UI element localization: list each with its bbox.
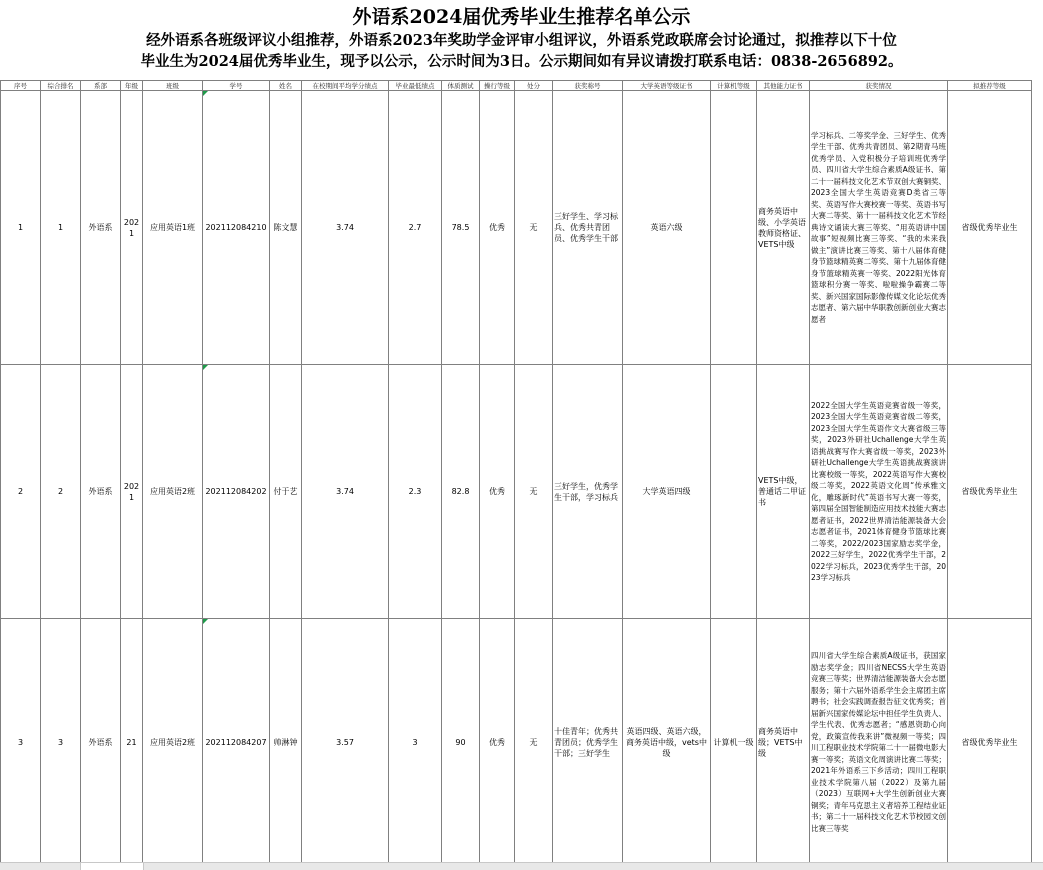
gpa-cell[interactable]: 3.74: [302, 91, 389, 365]
header-cell[interactable]: 学号: [203, 81, 270, 91]
conduct-cell[interactable]: 优秀: [480, 619, 515, 866]
header-cell[interactable]: 处分: [515, 81, 553, 91]
gpa-cell[interactable]: 3.74: [302, 365, 389, 619]
student-id-cell[interactable]: 202112084207: [203, 619, 270, 866]
student-id-cell[interactable]: 202112084202: [203, 365, 270, 619]
header-cell[interactable]: 序号: [1, 81, 41, 91]
table-row: [1, 619, 1032, 866]
awards-cell[interactable]: 四川省大学生综合素质A级证书，获国家励志奖学金；四川省NECSS大学生英语竞赛三等奖；世界清洁能源装备大会志愿服务；第十六届外语系学生会主席团主席聘书；社会实践调查报告征文优秀奖；首届新兴国家传媒论坛中担任学生负责人、学生代表、优秀志愿者；“感恩资助心向党，政策宣传我来讲”微视频一等奖；四川工程职业技术学院第二十一届微电影大赛一等奖；英语文化周演讲比赛二等奖；2021年外语系三下乡活动；四川工程职业技术学院第八届（2022）及第九届（2023）互联网+大学生创新创业大赛铜奖；青年马克思主义者培养工程结业证书；第二十一届科技文化艺术节校园文创比赛三等奖: [810, 619, 948, 866]
recommend-cell[interactable]: 省级优秀毕业生: [948, 91, 1032, 365]
page-title: 外语系2024届优秀毕业生推荐名单公示: [352, 6, 691, 28]
dept-cell[interactable]: 外语系: [81, 365, 121, 619]
recommendation-table: [0, 80, 1032, 866]
conduct-cell[interactable]: 优秀: [480, 365, 515, 619]
header-cell[interactable]: 年级: [121, 81, 143, 91]
header-cell[interactable]: 系部: [81, 81, 121, 91]
grade-cell[interactable]: 21: [121, 619, 143, 866]
class-cell[interactable]: 应用英语1班: [143, 91, 203, 365]
announcement-line-2: 毕业生为2024届优秀毕业生，现予以公示，公示时间为3日。公示期间如有异议请拨打联系电话：0838-2656892。: [140, 53, 903, 70]
dept-cell[interactable]: 外语系: [81, 91, 121, 365]
english-cert-cell[interactable]: 英语六级: [623, 91, 711, 365]
grade-cell[interactable]: 2021: [121, 365, 143, 619]
header-cell[interactable]: 获奖情况: [810, 81, 948, 91]
header-cell[interactable]: 毕业最低绩点: [389, 81, 442, 91]
computer-cell[interactable]: 计算机一级: [711, 619, 757, 866]
fitness-cell[interactable]: 78.5: [442, 91, 480, 365]
seq-cell[interactable]: 2: [1, 365, 41, 619]
english-cert-cell[interactable]: 英语四级、英语六级，商务英语中级，vets中级: [623, 619, 711, 866]
honors-cell[interactable]: 十佳青年；优秀共青团员；优秀学生干部；三好学生: [553, 619, 623, 866]
other-certs-cell[interactable]: 商务英语中级；VETS中级: [757, 619, 810, 866]
conduct-cell[interactable]: 优秀: [480, 91, 515, 365]
computer-cell[interactable]: [711, 91, 757, 365]
rank-cell[interactable]: 3: [41, 619, 81, 866]
other-certs-cell[interactable]: VETS中级，普通话二甲证书: [757, 365, 810, 619]
rank-cell[interactable]: 1: [41, 91, 81, 365]
class-cell[interactable]: 应用英语2班: [143, 619, 203, 866]
min-gpa-cell[interactable]: 3: [389, 619, 442, 866]
header-cell[interactable]: 其他能力证书: [757, 81, 810, 91]
awards-cell[interactable]: 学习标兵、二等奖学金、三好学生、优秀学生干部、优秀共青团员、第2期青马班优秀学员、入党积极分子培训班优秀学员、四川省大学生综合素质A级证书、第二十一届科技文化艺术节双创大赛铜奖、2023全国大学生英语竞赛D类省三等奖、英语写作大赛校赛一等奖、英语书写大赛二等奖、第十一届科技文化艺术节经典诗文诵读大赛三等奖、“用英语讲中国故事”短视频比赛三等奖、“我的未来我做主”演讲比赛三等奖、第十八届体育健身节篮球精英赛二等奖、第十九届体育健身节篮球精英赛一等奖、2022阳光体育篮球积分赛一等奖、啦啦操争霸赛二等奖、新兴国家国际影像传媒文化论坛优秀志愿者、第六届中华职教创新创业大赛志愿者: [810, 91, 948, 365]
class-cell[interactable]: 应用英语2班: [143, 365, 203, 619]
seq-cell[interactable]: 3: [1, 619, 41, 866]
min-gpa-cell[interactable]: 2.7: [389, 91, 442, 365]
header-cell[interactable]: 大学英语等级证书: [623, 81, 711, 91]
header-cell[interactable]: 拟推荐等级: [948, 81, 1032, 91]
discipline-cell[interactable]: 无: [515, 91, 553, 365]
name-cell[interactable]: 帅淋钟: [270, 619, 302, 866]
honors-cell[interactable]: 三好学生，优秀学生干部，学习标兵: [553, 365, 623, 619]
discipline-cell[interactable]: 无: [515, 619, 553, 866]
fitness-cell[interactable]: 82.8: [442, 365, 480, 619]
header-cell[interactable]: 姓名: [270, 81, 302, 91]
table-row: [1, 365, 1032, 619]
header-cell[interactable]: 操行等级: [480, 81, 515, 91]
grade-cell[interactable]: 2021: [121, 91, 143, 365]
header-cell[interactable]: 班级: [143, 81, 203, 91]
recommend-cell[interactable]: 省级优秀毕业生: [948, 365, 1032, 619]
gpa-cell[interactable]: 3.57: [302, 619, 389, 866]
fitness-cell[interactable]: 90: [442, 619, 480, 866]
header-cell[interactable]: 获奖称号: [553, 81, 623, 91]
english-cert-cell[interactable]: 大学英语四级: [623, 365, 711, 619]
name-cell[interactable]: 付于艺: [270, 365, 302, 619]
recommend-cell[interactable]: 省级优秀毕业生: [948, 619, 1032, 866]
header-row: [1, 81, 1032, 91]
other-certs-cell[interactable]: 商务英语中级、小学英语教师资格证、VETS中级: [757, 91, 810, 365]
computer-cell[interactable]: [711, 365, 757, 619]
header-cell[interactable]: 体质测试: [442, 81, 480, 91]
header-cell[interactable]: 综合排名: [41, 81, 81, 91]
honors-cell[interactable]: 三好学生、学习标兵、优秀共青团员、优秀学生干部: [553, 91, 623, 365]
seq-cell[interactable]: 1: [1, 91, 41, 365]
name-cell[interactable]: 陈文慧: [270, 91, 302, 365]
rank-cell[interactable]: 2: [41, 365, 81, 619]
header-cell[interactable]: 在校期间平均学分绩点: [302, 81, 389, 91]
awards-cell[interactable]: 2022全国大学生英语竞赛省级一等奖，2023全国大学生英语竞赛省级二等奖，2023全国大学生英语作文大赛省级三等奖，2023外研社Uchallenge大学生英语挑战赛写作大赛省级一等奖，2023外研社Uchallenge大学生英语挑战赛演讲比赛校级一等奖，2022英语写作大赛校级二等奖，2022英语文化周“传承雅文化，雕琢新时代”英语书写大赛一等奖，第四届全国智能制造应用技术技能大赛志愿者证书，2022世界清洁能源装备大会志愿者证书，2021体育健身节篮球比赛二等奖，2022/2023国家励志奖学金，2022三好学生，2022优秀学生干部，2022学习标兵，2023优秀学生干部，2023学习标兵: [810, 365, 948, 619]
min-gpa-cell[interactable]: 2.3: [389, 365, 442, 619]
table-row: [1, 91, 1032, 365]
student-id-cell[interactable]: 202112084210: [203, 91, 270, 365]
announcement-line-1: 经外语系各班级评议小组推荐，外语系2023年奖助学金评审小组评议，外语系党政联席会讨论通过，拟推荐以下十位: [146, 32, 897, 49]
header-cell[interactable]: 计算机等级: [711, 81, 757, 91]
announcement-text: [0, 30, 1043, 72]
discipline-cell[interactable]: 无: [515, 365, 553, 619]
dept-cell[interactable]: 外语系: [81, 619, 121, 866]
title-block: [0, 0, 1043, 80]
